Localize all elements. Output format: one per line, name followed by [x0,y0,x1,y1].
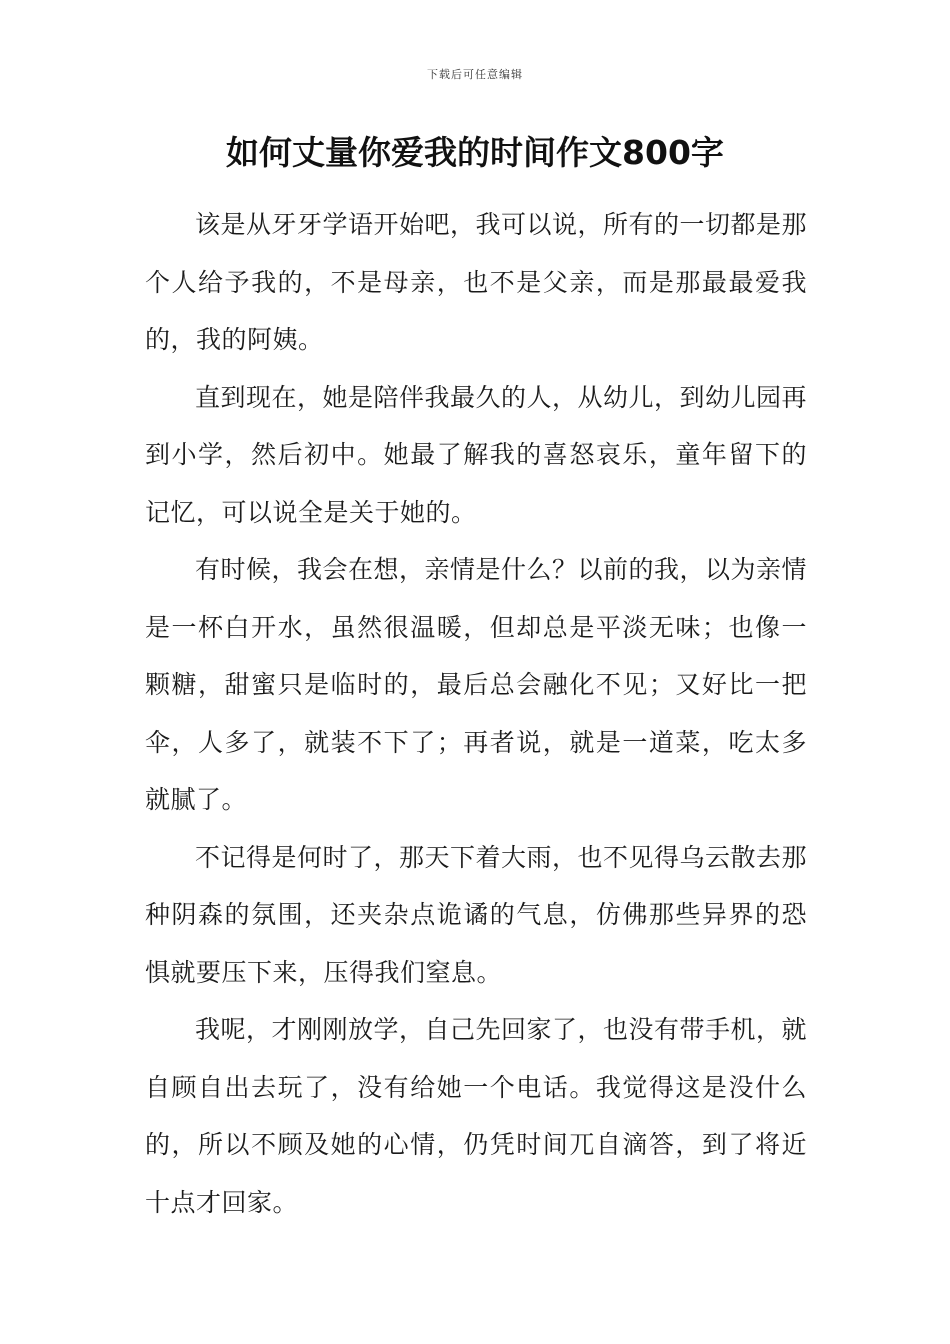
paragraph-5: 我呢，才刚刚放学，自己先回家了，也没有带手机，就自顾自出去玩了，没有给她一个电话。我觉得这是没什么的，所以不顾及她的心情，仍凭时间兀自滴答，到了将近十点才回家。 [145,1015,808,1217]
header-note: 下载后可任意编辑 [427,68,523,81]
document-body [145,196,807,1231]
paragraph-4: 不记得是何时了，那天下着大雨，也不见得乌云散去那种阴森的氛围，还夹杂点诡谲的气息，仿佛那些异界的恐惧就要压下来，压得我们窒息。 [145,842,808,987]
paragraph-1: 该是从牙牙学语开始吧，我可以说，所有的一切都是那个人给予我的，不是母亲，也不是父亲，而是那最最爱我的，我的阿姨。 [145,210,808,354]
paragraph-3: 有时候，我会在想，亲情是什么？以前的我，以为亲情是一杯白开水，虽然很温暖，但却总是平淡无味；也像一颗糖，甜蜜只是临时的，最后总会融化不见；又好比一把伞，人多了，就装不下了；再者说，就是一道菜，吃太多就腻了。 [145,555,808,814]
paragraph-2: 直到现在，她是陪伴我最久的人，从幼儿，到幼儿园再到小学，然后初中。她最了解我的喜怒哀乐，童年留下的记忆，可以说全是关于她的。 [145,382,808,527]
document-title: 如何丈量你爱我的时间作文800字 [226,133,724,172]
